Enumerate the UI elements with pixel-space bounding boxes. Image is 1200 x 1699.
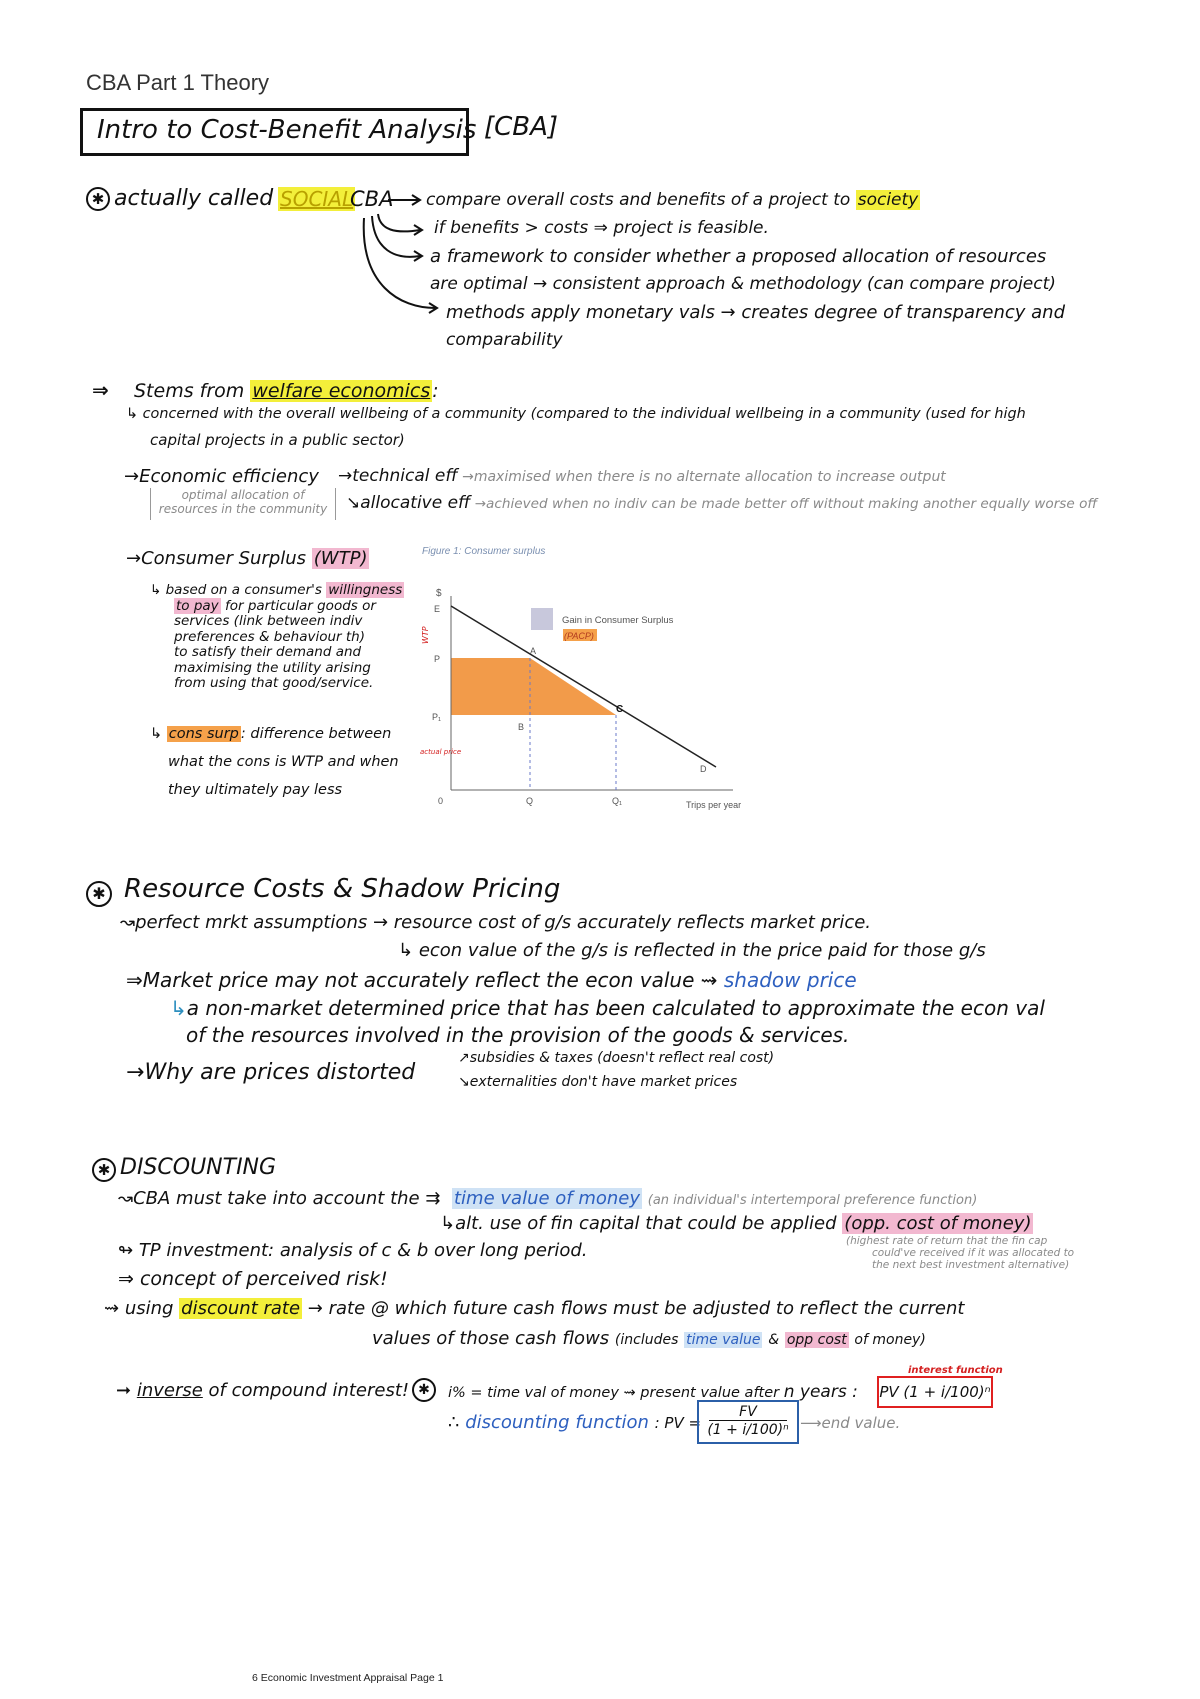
label-p1: P₁ <box>432 712 442 722</box>
cs-explanation: ↳ cons surp : difference between what the cons is WTP and when they ultimately pay less <box>150 726 399 798</box>
discounting-l1b-text: alt. use of fin capital that could be applied <box>455 1213 837 1234</box>
resource-p1: ↝perfect mrkt assumptions → resource cost of g/s accurately reflects market price. <box>120 912 872 933</box>
discounting-l5d: present value after <box>640 1385 780 1401</box>
welfare-line2: capital projects in a public sector) <box>150 431 405 449</box>
discounting-therefore: ∴ <box>448 1412 460 1433</box>
welfare-heading <box>134 380 439 402</box>
intro-b2: if benefits > costs ⇒ project is feasible. <box>434 218 769 238</box>
discounting-l2: ↬ TP investment: analysis of c & b over long period. <box>118 1240 588 1261</box>
discounting-rate: discount rate <box>181 1298 301 1319</box>
intro-b1-text: compare overall costs and benefits of a project to <box>426 190 851 210</box>
label-e: E <box>434 604 441 614</box>
welfare-term: welfare economics <box>252 380 431 402</box>
resource-p4b: ↘externalities don't have market prices <box>458 1074 738 1090</box>
discounting-l5c: i% = time val of money <box>448 1385 619 1401</box>
interest-formula: PV (1 + i/100)ⁿ <box>879 1383 991 1401</box>
intro-b3a: a framework to consider whether a proposed allocation of resources <box>430 246 1047 267</box>
cs-d2-hl: to pay <box>176 597 219 614</box>
resource-p4a-text: subsidies & taxes (doesn't reflect real cost) <box>469 1050 775 1066</box>
label-origin: 0 <box>438 796 444 806</box>
efficiency-bracket-1: optimal allocation of <box>181 488 305 502</box>
consumer-surplus-diagram <box>418 540 758 810</box>
resource-p4-text: Why are prices distorted <box>144 1060 416 1085</box>
discounting-l1b: ↳alt. use of fin capital that could be applied (opp. cost of money) <box>440 1213 1032 1234</box>
cs-d1: based on a consumer's <box>165 582 322 598</box>
resource-p4: →Why are prices distorted <box>126 1060 416 1085</box>
cs-d5: to satisfy their demand and <box>174 644 362 660</box>
discounting-opp-cost: (opp. cost of money) <box>844 1213 1032 1234</box>
discounting-l4g: & <box>768 1332 780 1348</box>
discounting-l3-text: concept of perceived risk! <box>139 1268 388 1290</box>
efficiency-lead-text: Economic efficiency <box>139 466 319 487</box>
resource-p4a: ↗subsidies & taxes (doesn't reflect real cost) <box>458 1050 775 1066</box>
efficiency-alloc-text: allocative eff <box>360 493 471 513</box>
discounting-end-value-text: end value. <box>821 1414 901 1432</box>
discounting-end-value: ⟶end value. <box>800 1414 901 1432</box>
efficiency-tech: →technical eff →maximised when there is no alternate allocation to increase output <box>338 466 946 486</box>
page-title: Intro to Cost-Benefit Analysis <box>97 115 477 145</box>
title-box <box>80 108 477 156</box>
discounting-l4h: opp cost <box>786 1332 847 1348</box>
cs-lead-text: Consumer Surplus <box>141 548 307 569</box>
intro-society: society <box>857 190 919 210</box>
resource-p1a: perfect mrkt assumptions <box>135 912 368 933</box>
label-b: B <box>518 722 525 732</box>
intro-b4a: methods apply monetary vals → creates degree of transparency and <box>446 302 1065 323</box>
intro-b3b: are optimal → consistent approach & methodology (can compare project) <box>430 274 1056 294</box>
title-tag: [CBA] <box>484 112 559 142</box>
intro-b4b: comparability <box>446 330 563 350</box>
resource-p2a: Market price may not accurately reflect the econ value <box>142 968 695 992</box>
discounting-l6 <box>448 1412 701 1433</box>
resource-p1c: ↳ econ value of the g/s is reflected in the price paid for those g/s <box>398 940 986 961</box>
figure-caption: Figure 1: Consumer surplus <box>422 546 546 557</box>
efficiency-alloc: ↘allocative eff →achieved when no indiv can be made better off without making another equally worse off <box>346 493 1098 513</box>
discounting-l4i: of money) <box>854 1332 926 1348</box>
cs-definition: ↳ based on a consumer's willingness to pay for particular goods or services (link between indiv preferences & behaviour th) to satisfy their demand and maximising the utility arising from using that good/service. <box>150 582 403 691</box>
cs-d4: preferences & behaviour th) <box>174 628 365 645</box>
efficiency-bracket-2: resources in the community <box>158 502 328 516</box>
resource-p1c-text: econ value of the g/s is reflected in the price paid for those g/s <box>418 940 986 961</box>
y-axis-label: $ <box>436 588 442 599</box>
x-axis-label: Trips per year <box>686 800 742 810</box>
discounting-heading: DISCOUNTING <box>120 1155 277 1180</box>
discounting-l4f: time value <box>686 1332 761 1348</box>
legend-swatch <box>531 608 553 630</box>
interest-formula-box <box>877 1376 993 1408</box>
resource-p3b: of the resources involved in the provision of the goods & services. <box>186 1023 850 1047</box>
discounting-l4-cont <box>372 1328 926 1349</box>
resource-p3a: ↳a non-market determined price that has been calculated to approximate the econ val <box>170 996 1045 1020</box>
welfare-arrow: ⇒ <box>92 378 109 402</box>
discounting-opp-note <box>846 1235 1074 1271</box>
wtp-annotation: WTP <box>421 626 430 644</box>
discounting-pv-eq: : PV = <box>654 1414 702 1432</box>
legend-tag: (PACP) <box>564 631 594 641</box>
intro-lead: actually called <box>114 186 274 211</box>
welfare-lead: Stems from <box>134 380 245 402</box>
discounting-l3: ⇒ concept of perceived risk! <box>118 1268 388 1290</box>
label-q: Q <box>526 796 534 806</box>
discounting-inverse: inverse <box>136 1380 203 1401</box>
efficiency-bracket <box>150 488 336 520</box>
cs-e1-hl: cons surp <box>168 726 239 742</box>
resource-bullet-icon: ✱ <box>86 881 112 907</box>
resource-p2: ⇒Market price may not accurately reflect the econ value ⇝ shadow price <box>126 968 857 992</box>
discounting-fv: FV <box>709 1404 787 1421</box>
resource-heading: Resource Costs & Shadow Pricing <box>124 874 561 904</box>
discounting-l4d: values of those cash flows <box>372 1328 610 1349</box>
cs-d3: services (link between indiv <box>174 613 363 629</box>
discounting-opp-note-2: could've received if it was allocated to <box>872 1247 1075 1259</box>
efficiency-lead: →Economic efficiency <box>124 466 319 487</box>
discounting-formula-box <box>697 1400 799 1444</box>
cs-d2: for particular goods or <box>224 597 376 614</box>
discounting-l1-text: CBA must take into account the <box>133 1188 420 1209</box>
surplus-area <box>451 658 616 715</box>
cs-lead: →Consumer Surplus (WTP) <box>126 548 368 569</box>
discounting-l5-bullet: ✱ <box>412 1378 436 1402</box>
discounting-l5-rhs: i% = time val of money ⇝ present value after n years : <box>448 1382 858 1402</box>
efficiency-tech-note: maximised when there is no alternate allocation to increase output <box>473 469 946 485</box>
discounting-tvm: time value of money <box>454 1188 641 1209</box>
bullet-icon: ✱ <box>86 187 110 211</box>
intro-cba: CBA <box>350 187 394 211</box>
resource-p4b-text: externalities don't have market prices <box>469 1074 738 1090</box>
consumer-surplus-figure <box>418 540 758 810</box>
cs-d1-hl: willingness <box>328 582 403 598</box>
discounting-function-label: discounting function <box>465 1412 649 1433</box>
discounting-bullet-icon: ✱ <box>92 1158 116 1182</box>
discounting-l4a: using <box>124 1298 174 1319</box>
welfare-colon: : <box>432 380 439 402</box>
label-d: D <box>700 764 707 774</box>
cs-e2: what the cons is WTP and when <box>168 754 399 770</box>
discounting-denominator: (1 + i/100)ⁿ <box>707 1422 789 1438</box>
discounting-l4: ⇝ using discount rate → rate @ which future cash flows must be adjusted to reflect the current <box>104 1298 965 1319</box>
cs-wtp: (WTP) <box>313 548 368 569</box>
price-annotation: actual price <box>420 748 462 756</box>
discounting-l5: ➞ inverse of compound interest! <box>116 1380 410 1401</box>
resource-p1b: resource cost of g/s accurately reflects market price. <box>393 912 872 933</box>
cs-d7: from using that good/service. <box>174 675 374 691</box>
discounting-l1: ↝CBA must take into account the ⇉ <box>118 1188 441 1209</box>
discounting-l2-text: TP investment: analysis of c & b over long period. <box>138 1240 588 1261</box>
discounting-compound: of compound interest! <box>208 1380 410 1401</box>
page-header: CBA Part 1 Theory <box>86 70 270 95</box>
welfare-line1: ↳ concerned with the overall wellbeing of a community (compared to the individual wellbeing in a community (used for high <box>126 406 1026 422</box>
label-p: P <box>434 654 441 664</box>
resource-p3a-text: a non-market determined price that has been calculated to approximate the econ val <box>186 996 1045 1020</box>
intro-social: SOCIAL <box>280 187 354 211</box>
label-q1: Q₁ <box>612 796 623 806</box>
discounting-l5e: n years : <box>783 1382 858 1402</box>
discounting-opp-note-1: (highest rate of return that the fin cap <box>846 1235 1048 1247</box>
label-a: A <box>530 646 537 656</box>
label-c: C <box>616 704 624 715</box>
cs-e1: : difference between <box>240 726 392 742</box>
discounting-l4e: (includes <box>614 1332 679 1348</box>
intro-b1 <box>426 190 920 210</box>
discounting-opp-note-3: the next best investment alternative) <box>872 1259 1070 1271</box>
efficiency-alloc-note: achieved when no indiv can be made better off without making another equally worse off <box>486 496 1098 512</box>
cs-d6: maximising the utility arising <box>174 659 371 676</box>
cs-e3: they ultimately pay less <box>168 782 343 798</box>
page-footer: 6 Economic Investment Appraisal Page 1 <box>252 1672 444 1684</box>
legend-text: Gain in Consumer Surplus <box>562 615 674 626</box>
welfare-line1-text: concerned with the overall wellbeing of a community (compared to the individual wellbeing in a community (used for high <box>142 406 1026 422</box>
interest-label: interest function <box>908 1365 1003 1376</box>
discounting-l1a <box>452 1188 977 1209</box>
resource-p2b: shadow price <box>723 968 857 992</box>
discounting-l4c: rate @ which future cash flows must be adjusted to reflect the current <box>328 1298 965 1319</box>
efficiency-tech-text: technical eff <box>352 466 458 486</box>
discounting-tvm-note: (an individual's intertemporal preference function) <box>647 1193 978 1208</box>
